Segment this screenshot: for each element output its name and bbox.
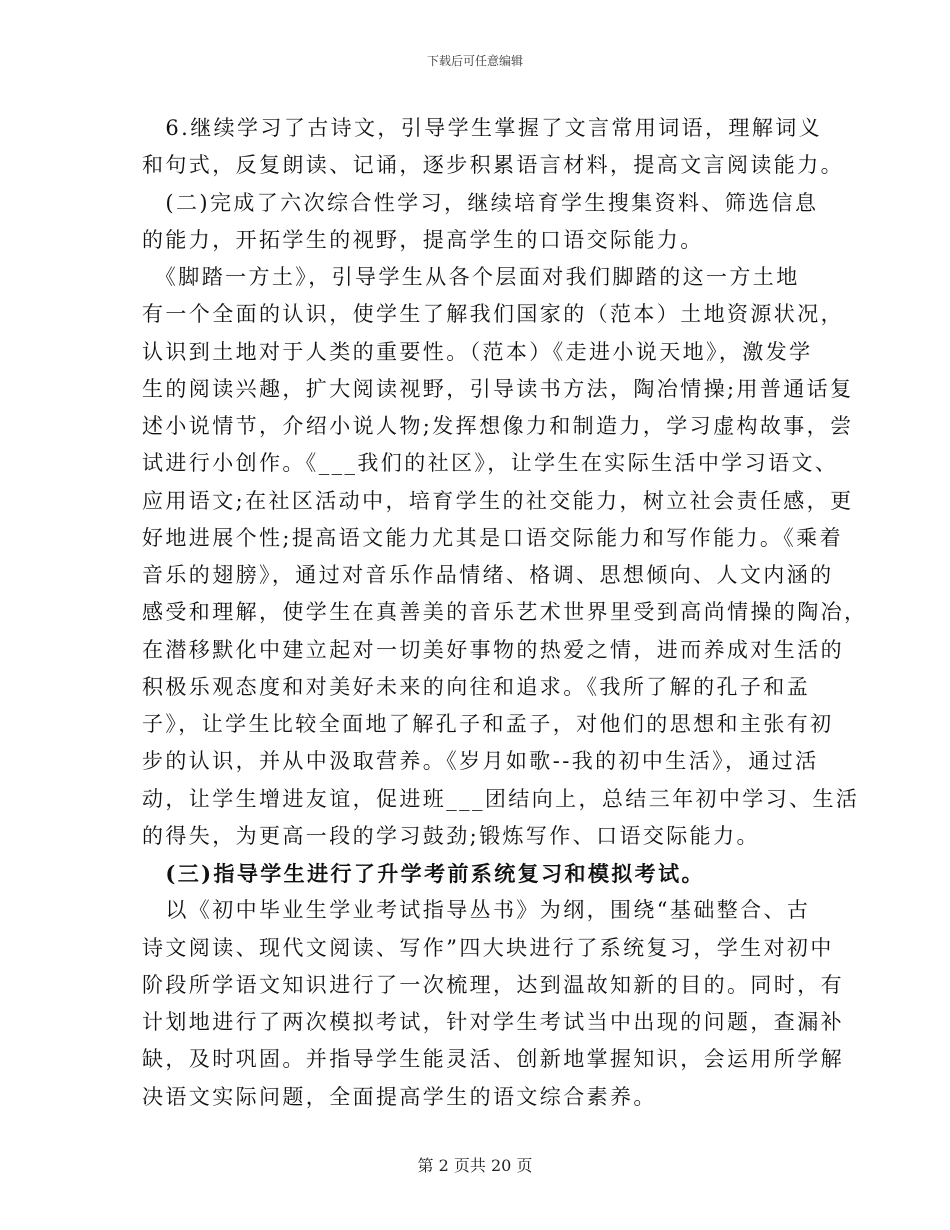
text-line: 步的认识，并从中汲取营养。《岁月如歌--我的初中生活》，通过活: [142, 749, 819, 774]
text-line: (三)指导学生进行了升学考前系统复习和模拟考试。: [142, 861, 705, 886]
page-footer: 第 2 页共 20 页: [417, 1156, 533, 1175]
text-line: 子》，让学生比较全面地了解孔子和孟子，对他们的思想和主张有初: [142, 712, 834, 736]
text-line: 计划地进行了两次模拟考试，针对学生考试当中出现的问题，查漏补: [142, 1010, 844, 1034]
text-line: (二)完成了六次综合性学习，继续培育学生搜集资料、筛选信息: [142, 190, 819, 215]
text-line: 有一个全面的认识，使学生了解我们国家的（范本）土地资源状况，: [142, 302, 844, 327]
text-line: 6.继续学习了古诗文，引导学生掌握了文言常用词语，理解词义: [142, 116, 823, 140]
text-line: 积极乐观态度和对美好未来的向往和追求。《我所了解的孔子和孟: [142, 674, 811, 699]
text-line: 生的阅读兴趣，扩大阅读视野，引导读书方法，陶冶情操;用普通话复: [142, 376, 854, 401]
text-line: 以《初中毕业生学业考试指导丛书》为纲，围绕“基础整合、古: [142, 898, 811, 923]
page-header: 下载后可任意编辑: [426, 54, 523, 68]
text-line: 决语文实际问题，全面提高学生的语文综合素养。: [142, 1084, 657, 1109]
text-line: 《脚踏一方土》，引导学生从各个层面对我们脚踏的这一方土地: [142, 265, 800, 289]
text-line: 缺，及时巩固。并指导学生能灵活、创新地掌握知识，会运用所学解: [142, 1047, 844, 1072]
text-line: 在潜移默化中建立起对一切美好事物的热爱之情，进而养成对生活的: [142, 637, 844, 662]
text-line: 好地进展个性;提高语文能力尤其是口语交际能力和写作能力。《乘着: [142, 525, 843, 550]
document-body: [142, 110, 868, 1116]
text-line: 认识到土地对于人类的重要性。（范本）《走进小说天地》，激发学: [142, 339, 813, 364]
text-line: 动，让学生增进友谊，促进班___团结向上，总结三年初中学习、生活: [142, 786, 860, 811]
text-line: 音乐的翅膀》，通过对音乐作品情绪、格调、思想倾向、人文内涵的: [142, 563, 834, 587]
text-line: 试进行小创作。《___我们的社区》，让学生在实际生活中学习语文、: [142, 451, 839, 476]
text-line: 的得失，为更高一段的学习鼓劲;锻炼写作、口语交际能力。: [142, 823, 760, 848]
text-line: 和句式，反复朗读、记诵，逐步积累语言材料，提高文言阅读能力。: [142, 153, 844, 178]
text-line: 阶段所学语文知识进行了一次梳理，达到温故知新的目的。同时，有: [142, 972, 844, 997]
text-line: 感受和理解，使学生在真善美的音乐艺术世界里受到高尚情操的陶冶，: [142, 600, 868, 625]
text-line: 应用语文;在社区活动中，培育学生的社交能力，树立社会责任感，更: [142, 488, 854, 513]
text-line: 的能力，开拓学生的视野，提高学生的口语交际能力。: [142, 227, 704, 252]
text-line: 诗文阅读、现代文阅读、写作”四大块进行了系统复习，学生对初中: [142, 935, 834, 960]
text-line: 述小说情节，介绍小说人物;发挥想像力和制造力，学习虚构故事，尝: [142, 414, 854, 438]
